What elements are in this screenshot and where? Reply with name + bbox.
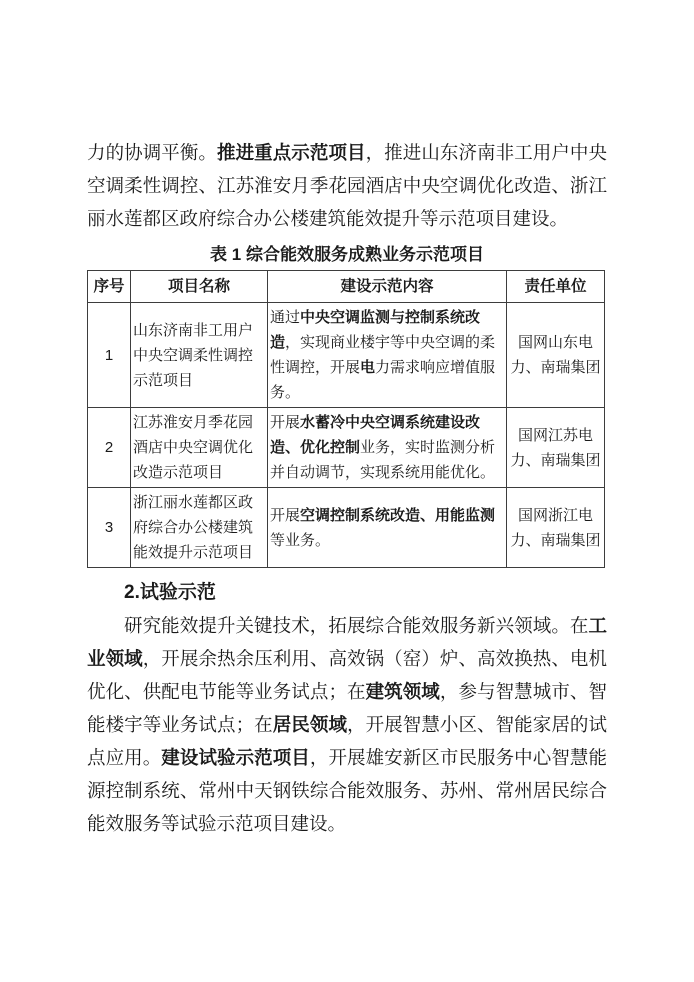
- cell-seq: 3: [88, 488, 131, 568]
- cell-seq: 2: [88, 408, 131, 488]
- table-header-row: [88, 271, 605, 303]
- cell-seq: 1: [88, 303, 131, 408]
- table-row: [88, 488, 605, 568]
- cell-unit: 国网浙江电力、南瑞集团: [507, 488, 605, 568]
- header-project-name: 项目名称: [131, 271, 268, 303]
- cell-unit: 国网江苏电力、南瑞集团: [507, 408, 605, 488]
- cell-project-name: 山东济南非工用户中央空调柔性调控示范项目: [131, 303, 268, 408]
- table-row: [88, 303, 605, 408]
- document-content: [87, 136, 607, 840]
- header-content: 建设示范内容: [268, 271, 507, 303]
- trial-paragraph: 研究能效提升关键技术，拓展综合能效服务新兴领域。在工业领域，开展余热余压利用、高效锅（窑）炉、高效换热、电机优化、供配电节能等业务试点；在建筑领域，参与智慧城市、智能楼宇等业务试点；在居民领域，开展智慧小区、智能家居的试点应用。建设试验示范项目，开展雄安新区市民服务中心智慧能源控制系统、常州中天钢铁综合能效服务、苏州、常州居民综合能效服务等试验示范项目建设。: [87, 615, 607, 834]
- cell-project-name: 江苏淮安月季花园酒店中央空调优化改造示范项目: [131, 408, 268, 488]
- cell-content: 通过中央空调监测与控制系统改造，实现商业楼宇等中央空调的柔性调控，开展电力需求响应增值服务。: [268, 303, 507, 408]
- section-heading: 2.试验示范: [124, 582, 216, 603]
- top-paragraph: 力的协调平衡。推进重点示范项目，推进山东济南非工用户中央空调柔性调控、江苏淮安月季花园酒店中央空调优化改造、浙江丽水莲都区政府综合办公楼建筑能效提升等示范项目建设。: [87, 142, 607, 229]
- table-row: [88, 408, 605, 488]
- cell-content: 开展水蓄冷中央空调系统建设改造、优化控制业务，实时监测分析并自动调节，实现系统用能优化。: [268, 408, 507, 488]
- header-seq: 序号: [88, 271, 131, 303]
- demo-projects-table: [87, 270, 605, 568]
- table-caption: 表 1 综合能效服务成熟业务示范项目: [210, 245, 484, 264]
- cell-content: 开展空调控制系统改造、用能监测等业务。: [268, 488, 507, 568]
- cell-project-name: 浙江丽水莲都区政府综合办公楼建筑能效提升示范项目: [131, 488, 268, 568]
- header-unit: 责任单位: [507, 271, 605, 303]
- cell-unit: 国网山东电力、南瑞集团: [507, 303, 605, 408]
